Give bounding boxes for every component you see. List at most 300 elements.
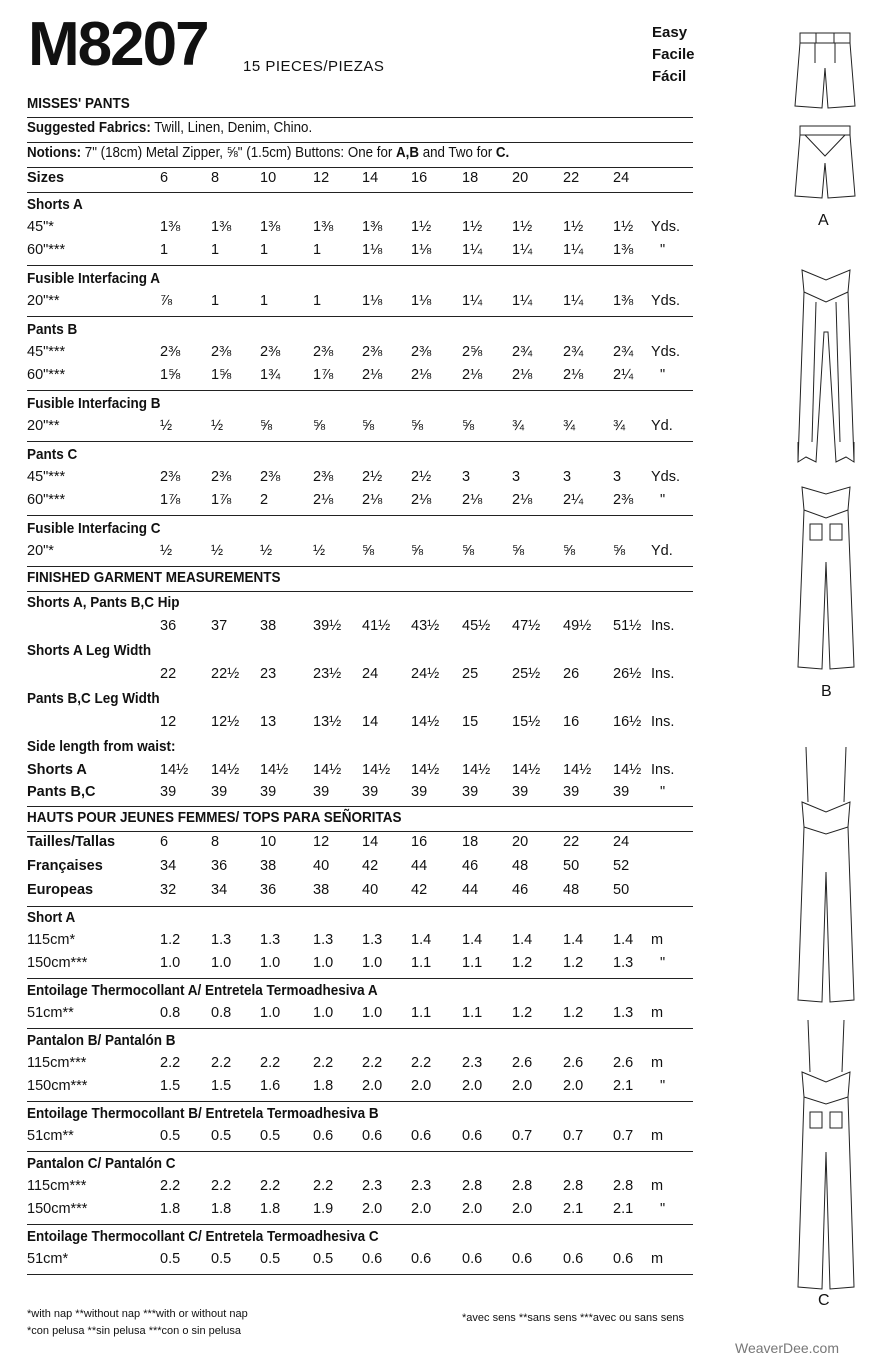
table-cell: 2⅜ bbox=[613, 492, 634, 508]
table-cell: 2.8 bbox=[613, 1178, 634, 1194]
table-cell: 2⅜ bbox=[313, 469, 334, 485]
table-cell: 14½ bbox=[411, 714, 440, 730]
divider bbox=[27, 265, 693, 266]
table-cell: 0.6 bbox=[362, 1251, 383, 1267]
difficulty-fr: Facile bbox=[652, 46, 695, 63]
table-cell: 1.2 bbox=[160, 932, 181, 948]
table-cell: 1⅞ bbox=[160, 492, 181, 508]
table-cell: 16 bbox=[411, 834, 428, 850]
table-cell: 1 bbox=[260, 293, 269, 309]
table-cell: 25½ bbox=[512, 666, 541, 682]
table-cell: 2¾ bbox=[563, 344, 584, 360]
table-cell: 0.5 bbox=[211, 1128, 232, 1144]
table-cell: 2.6 bbox=[512, 1055, 533, 1071]
table-cell: 2⅛ bbox=[512, 367, 533, 383]
divider bbox=[27, 1274, 693, 1275]
table-cell: 2⅛ bbox=[462, 492, 483, 508]
table-cell: 2.0 bbox=[512, 1201, 533, 1217]
pants-b-illustration bbox=[786, 262, 866, 682]
table-cell: 1.1 bbox=[411, 1005, 432, 1021]
table-cell: 2⅛ bbox=[362, 492, 383, 508]
table-row bbox=[0, 882, 700, 904]
row-label: 60"*** bbox=[27, 242, 66, 258]
table-cell: 13 bbox=[260, 714, 277, 730]
row-label: 115cm* bbox=[27, 932, 76, 948]
table-cell: 1⅜ bbox=[613, 293, 634, 309]
table-cell: 2⅝ bbox=[462, 344, 483, 360]
table-cell: 1.5 bbox=[211, 1078, 232, 1094]
table-cell: 14½ bbox=[613, 762, 642, 778]
table-row bbox=[0, 1251, 700, 1273]
unit: m bbox=[651, 1055, 664, 1071]
row-label: 150cm*** bbox=[27, 1078, 88, 1094]
group-title: Shorts A Leg Width bbox=[27, 642, 152, 659]
table-cell: 1.4 bbox=[512, 932, 533, 948]
table-cell: 39 bbox=[411, 784, 428, 800]
row-label: 20"** bbox=[27, 293, 60, 309]
table-cell: 6 bbox=[160, 834, 169, 850]
size-cell: 16 bbox=[411, 170, 428, 186]
pieces-count: 15 PIECES/PIEZAS bbox=[243, 58, 385, 75]
unit: Ins. bbox=[651, 762, 675, 778]
table-cell: 2.6 bbox=[613, 1055, 634, 1071]
row-label: 45"*** bbox=[27, 469, 66, 485]
table-cell: 1.0 bbox=[362, 955, 383, 971]
row-label: 150cm*** bbox=[27, 1201, 88, 1217]
unit: Yd. bbox=[651, 418, 673, 434]
table-cell: 44 bbox=[462, 882, 479, 898]
table-row bbox=[0, 344, 700, 366]
group-title: Pants B bbox=[27, 321, 78, 338]
table-cell: 2.0 bbox=[362, 1201, 383, 1217]
table-cell: 1.9 bbox=[313, 1201, 334, 1217]
unit: Ins. bbox=[651, 618, 675, 634]
table-cell: 14½ bbox=[411, 762, 440, 778]
unit: Yd. bbox=[651, 543, 673, 559]
table-cell: 40 bbox=[362, 882, 379, 898]
table-cell: 2.8 bbox=[512, 1178, 533, 1194]
table-cell: 2.0 bbox=[462, 1078, 483, 1094]
group-title: Fusible Interfacing B bbox=[27, 395, 161, 412]
table-cell: 2.0 bbox=[411, 1201, 432, 1217]
table-row bbox=[0, 543, 700, 565]
table-cell: 2.0 bbox=[362, 1078, 383, 1094]
divider bbox=[27, 806, 693, 807]
divider bbox=[27, 117, 693, 118]
table-cell: 1¼ bbox=[462, 293, 483, 309]
table-cell: 2.3 bbox=[462, 1055, 483, 1071]
table-cell: 1.8 bbox=[260, 1201, 281, 1217]
table-cell: 34 bbox=[211, 882, 228, 898]
table-cell: 2.2 bbox=[411, 1055, 432, 1071]
table-cell: 2 bbox=[260, 492, 269, 508]
table-cell: 2.2 bbox=[313, 1178, 334, 1194]
table-cell: 12½ bbox=[211, 714, 240, 730]
table-cell: 1½ bbox=[462, 219, 483, 235]
table-cell: 1½ bbox=[613, 219, 634, 235]
table-cell: 3 bbox=[613, 469, 622, 485]
table-cell: 2.2 bbox=[260, 1178, 281, 1194]
table-cell: 14½ bbox=[313, 762, 342, 778]
table-cell: 1¼ bbox=[563, 293, 584, 309]
table-cell: 24 bbox=[362, 666, 379, 682]
fabrics-label: Suggested Fabrics: bbox=[27, 120, 151, 136]
table-cell: ⅝ bbox=[411, 418, 424, 434]
notions-ab: A,B bbox=[396, 145, 420, 161]
unit: Yds. bbox=[651, 293, 681, 309]
table-cell: 51½ bbox=[613, 618, 642, 634]
table-row bbox=[0, 762, 700, 784]
table-cell: 39 bbox=[563, 784, 580, 800]
divider bbox=[27, 1151, 693, 1152]
table-cell: 0.6 bbox=[613, 1251, 634, 1267]
sizes-label: Sizes bbox=[27, 170, 65, 186]
unit: " bbox=[660, 1078, 666, 1094]
table-row bbox=[0, 714, 700, 736]
unit: " bbox=[660, 784, 666, 800]
table-cell: 32 bbox=[160, 882, 177, 898]
watermark: WeaverDee.com bbox=[735, 1340, 840, 1356]
footnote-es: *con pelusa **sin pelusa ***con o sin pelusa bbox=[27, 1325, 242, 1337]
table-row bbox=[0, 932, 700, 954]
table-cell: 0.6 bbox=[512, 1251, 533, 1267]
table-cell: 1.3 bbox=[211, 932, 232, 948]
table-cell: 2.2 bbox=[313, 1055, 334, 1071]
table-row bbox=[0, 955, 700, 977]
table-cell: 0.7 bbox=[613, 1128, 634, 1144]
table-cell: 2.6 bbox=[563, 1055, 584, 1071]
unit: " bbox=[660, 242, 666, 258]
table-cell: 1.1 bbox=[462, 1005, 483, 1021]
table-cell: 2½ bbox=[362, 469, 383, 485]
fabrics-value: Twill, Linen, Denim, Chino. bbox=[150, 120, 313, 136]
table-cell: 1⅛ bbox=[362, 293, 383, 309]
fabrics-line bbox=[27, 120, 312, 136]
table-cell: 1⅝ bbox=[211, 367, 232, 383]
unit: " bbox=[660, 1201, 666, 1217]
table-cell: 1 bbox=[260, 242, 269, 258]
table-cell: 42 bbox=[362, 858, 379, 874]
table-row bbox=[0, 1128, 700, 1150]
table-cell: 1.4 bbox=[613, 932, 634, 948]
unit: m bbox=[651, 932, 664, 948]
row-label: Europeas bbox=[27, 882, 94, 898]
table-cell: 0.8 bbox=[211, 1005, 232, 1021]
row-label: 20"** bbox=[27, 418, 60, 434]
table-cell: 0.6 bbox=[462, 1128, 483, 1144]
table-cell: 2⅜ bbox=[260, 469, 281, 485]
divider bbox=[27, 441, 693, 442]
table-cell: 0.6 bbox=[362, 1128, 383, 1144]
table-cell: 49½ bbox=[563, 618, 592, 634]
table-cell: 16 bbox=[563, 714, 580, 730]
section-title: MISSES' PANTS bbox=[27, 95, 130, 112]
table-cell: 18 bbox=[462, 834, 479, 850]
table-cell: 14½ bbox=[211, 762, 240, 778]
shorts-a-illustration bbox=[790, 28, 860, 208]
table-cell: 2.1 bbox=[613, 1201, 634, 1217]
table-cell: ½ bbox=[260, 543, 273, 559]
row-label: 115cm*** bbox=[27, 1055, 87, 1071]
table-cell: 1⅛ bbox=[362, 242, 383, 258]
table-cell: ⅝ bbox=[362, 418, 375, 434]
table-cell: 1.4 bbox=[563, 932, 584, 948]
table-cell: 1¼ bbox=[563, 242, 584, 258]
unit: m bbox=[651, 1005, 664, 1021]
row-label: 45"*** bbox=[27, 344, 66, 360]
table-cell: 12 bbox=[313, 834, 330, 850]
difficulty-es: Fácil bbox=[652, 68, 687, 85]
row-label: 51cm** bbox=[27, 1005, 74, 1021]
table-cell: ⅝ bbox=[462, 543, 475, 559]
divider bbox=[27, 192, 693, 193]
table-cell: 39 bbox=[512, 784, 529, 800]
table-cell: 13½ bbox=[313, 714, 342, 730]
table-cell: 14½ bbox=[260, 762, 289, 778]
table-cell: 2.2 bbox=[260, 1055, 281, 1071]
table-cell: 1.1 bbox=[411, 955, 432, 971]
table-cell: ¾ bbox=[563, 418, 576, 434]
table-cell: ⅝ bbox=[362, 543, 375, 559]
table-cell: 2.3 bbox=[362, 1178, 383, 1194]
table-cell: 20 bbox=[512, 834, 529, 850]
table-cell: 1.0 bbox=[313, 955, 334, 971]
table-cell: 1.2 bbox=[563, 1005, 584, 1021]
difficulty bbox=[652, 22, 695, 88]
table-cell: 1⅜ bbox=[260, 219, 281, 235]
row-label: Tailles/Tallas bbox=[27, 834, 116, 850]
table-cell: 14 bbox=[362, 834, 379, 850]
table-cell: 2⅛ bbox=[362, 367, 383, 383]
table-cell: 1.2 bbox=[512, 955, 533, 971]
divider bbox=[27, 831, 693, 832]
table-cell: ½ bbox=[211, 418, 224, 434]
table-cell: 36 bbox=[260, 882, 277, 898]
table-cell: 39 bbox=[313, 784, 330, 800]
table-cell: 1.3 bbox=[613, 955, 634, 971]
table-cell: 1.4 bbox=[411, 932, 432, 948]
unit: " bbox=[660, 492, 666, 508]
group-title: Entoilage Thermocollant B/ Entretela Termoadhesiva B bbox=[27, 1105, 379, 1122]
table-cell: 24 bbox=[613, 834, 630, 850]
size-cell: 24 bbox=[613, 170, 630, 186]
unit: " bbox=[660, 367, 666, 383]
table-cell: 1.0 bbox=[160, 955, 181, 971]
table-cell: 50 bbox=[563, 858, 580, 874]
table-cell: 2.2 bbox=[160, 1178, 181, 1194]
table-cell: ⅞ bbox=[160, 293, 173, 309]
table-cell: 0.7 bbox=[563, 1128, 584, 1144]
table-row bbox=[0, 469, 700, 491]
table-cell: 0.5 bbox=[160, 1251, 181, 1267]
table-cell: 1½ bbox=[563, 219, 584, 235]
table-cell: 45½ bbox=[462, 618, 491, 634]
table-cell: 2.2 bbox=[211, 1178, 232, 1194]
table-cell: 39 bbox=[462, 784, 479, 800]
table-cell: 2⅛ bbox=[411, 367, 432, 383]
table-cell: 2⅛ bbox=[512, 492, 533, 508]
table-cell: 0.5 bbox=[211, 1251, 232, 1267]
table-cell: 1.0 bbox=[211, 955, 232, 971]
group-title: Pants C bbox=[27, 446, 78, 463]
table-cell: ⅝ bbox=[313, 418, 326, 434]
table-cell: 0.5 bbox=[260, 1128, 281, 1144]
size-cell: 22 bbox=[563, 170, 580, 186]
table-cell: 2⅜ bbox=[362, 344, 383, 360]
table-cell: 2⅜ bbox=[313, 344, 334, 360]
table-cell: 3 bbox=[563, 469, 572, 485]
table-row bbox=[0, 784, 700, 806]
divider bbox=[27, 167, 693, 168]
table-row bbox=[0, 834, 700, 856]
size-cell: 18 bbox=[462, 170, 479, 186]
table-cell: 0.8 bbox=[160, 1005, 181, 1021]
table-cell: 2⅜ bbox=[411, 344, 432, 360]
divider bbox=[27, 515, 693, 516]
table-cell: 1.8 bbox=[313, 1078, 334, 1094]
table-cell: 24½ bbox=[411, 666, 440, 682]
table-row bbox=[0, 242, 700, 264]
table-cell: 14½ bbox=[512, 762, 541, 778]
table-cell: 2.0 bbox=[563, 1078, 584, 1094]
table-cell: 0.6 bbox=[411, 1251, 432, 1267]
table-cell: 3 bbox=[512, 469, 521, 485]
table-cell: 1⅛ bbox=[411, 293, 432, 309]
table-cell: 40 bbox=[313, 858, 330, 874]
group-title: Shorts A bbox=[27, 196, 83, 213]
table-cell: ¾ bbox=[512, 418, 525, 434]
table-cell: 1¼ bbox=[512, 293, 533, 309]
table-cell: 38 bbox=[260, 618, 277, 634]
table-cell: 12 bbox=[160, 714, 177, 730]
group-title: Pants B,C Leg Width bbox=[27, 690, 160, 707]
table-cell: 1.1 bbox=[462, 955, 483, 971]
table-cell: 0.6 bbox=[411, 1128, 432, 1144]
table-row bbox=[0, 1005, 700, 1027]
table-cell: 1⅞ bbox=[313, 367, 334, 383]
table-cell: 1.3 bbox=[313, 932, 334, 948]
divider bbox=[27, 1224, 693, 1225]
notions-text: 7" (18cm) Metal Zipper, ⅝" (1.5cm) Buttons: One for bbox=[81, 145, 397, 161]
table-cell: 41½ bbox=[362, 618, 391, 634]
table-cell: 1.0 bbox=[260, 1005, 281, 1021]
group-title: Fusible Interfacing A bbox=[27, 270, 161, 287]
footnote-en: *with nap **without nap ***with or without nap bbox=[27, 1308, 248, 1320]
table-cell: 36 bbox=[211, 858, 228, 874]
table-cell: 8 bbox=[211, 834, 220, 850]
table-cell: 39 bbox=[613, 784, 630, 800]
table-row bbox=[0, 367, 700, 389]
size-cell: 10 bbox=[260, 170, 277, 186]
table-cell: 50 bbox=[613, 882, 630, 898]
table-cell: 2⅛ bbox=[313, 492, 334, 508]
divider bbox=[27, 316, 693, 317]
group-title: Entoilage Thermocollant C/ Entretela Termoadhesiva C bbox=[27, 1228, 379, 1245]
table-cell: 2.2 bbox=[211, 1055, 232, 1071]
row-label: Françaises bbox=[27, 858, 103, 874]
table-cell: 2½ bbox=[411, 469, 432, 485]
table-cell: 46 bbox=[512, 882, 529, 898]
table-cell: 1⅜ bbox=[211, 219, 232, 235]
table-cell: 0.7 bbox=[512, 1128, 533, 1144]
table-cell: 2.2 bbox=[160, 1055, 181, 1071]
table-cell: 2.0 bbox=[411, 1078, 432, 1094]
table-cell: 1.3 bbox=[362, 932, 383, 948]
size-cell: 8 bbox=[211, 170, 220, 186]
table-cell: 39 bbox=[211, 784, 228, 800]
table-cell: 39½ bbox=[313, 618, 342, 634]
divider bbox=[27, 1028, 693, 1029]
pattern-number: M8207 bbox=[28, 10, 208, 79]
table-row bbox=[0, 666, 700, 688]
table-cell: 0.6 bbox=[563, 1251, 584, 1267]
side-length-title: Side length from waist: bbox=[27, 738, 176, 755]
table-cell: 1 bbox=[160, 242, 169, 258]
table-cell: 2⅜ bbox=[211, 469, 232, 485]
unit: Yds. bbox=[651, 344, 681, 360]
divider bbox=[27, 1101, 693, 1102]
table-cell: ⅝ bbox=[512, 543, 525, 559]
table-cell: ½ bbox=[160, 418, 173, 434]
table-cell: 34 bbox=[160, 858, 177, 874]
table-cell: 42 bbox=[411, 882, 428, 898]
table-row bbox=[0, 1078, 700, 1100]
table-cell: 1.3 bbox=[613, 1005, 634, 1021]
table-cell: 2.8 bbox=[563, 1178, 584, 1194]
table-cell: 1.5 bbox=[160, 1078, 181, 1094]
sizes-row bbox=[0, 170, 700, 192]
table-row bbox=[0, 219, 700, 241]
footnote-fr: *avec sens **sans sens ***avec ou sans sens bbox=[462, 1312, 684, 1324]
difficulty-en: Easy bbox=[652, 24, 688, 41]
table-cell: 14½ bbox=[462, 762, 491, 778]
table-cell: 2.1 bbox=[613, 1078, 634, 1094]
table-row bbox=[0, 858, 700, 880]
table-cell: 1 bbox=[211, 293, 220, 309]
unit: m bbox=[651, 1251, 664, 1267]
table-cell: 1 bbox=[313, 293, 322, 309]
group-title: Fusible Interfacing C bbox=[27, 520, 161, 537]
table-cell: ¾ bbox=[613, 418, 626, 434]
table-cell: 48 bbox=[563, 882, 580, 898]
table-cell: 2.0 bbox=[462, 1201, 483, 1217]
table-cell: 1⅜ bbox=[313, 219, 334, 235]
table-cell: 14 bbox=[362, 714, 379, 730]
table-cell: 47½ bbox=[512, 618, 541, 634]
table-cell: 2.2 bbox=[362, 1055, 383, 1071]
table-row bbox=[0, 293, 700, 315]
table-cell: 0.6 bbox=[462, 1251, 483, 1267]
divider bbox=[27, 978, 693, 979]
table-cell: 2.1 bbox=[563, 1201, 584, 1217]
table-cell: ⅝ bbox=[563, 543, 576, 559]
group-title: Pantalon B/ Pantalón B bbox=[27, 1032, 176, 1049]
table-cell: 2⅜ bbox=[160, 469, 181, 485]
table-cell: 1⅛ bbox=[411, 242, 432, 258]
table-cell: 3 bbox=[462, 469, 471, 485]
row-label: Pants B,C bbox=[27, 784, 96, 800]
table-row bbox=[0, 1178, 700, 1200]
table-cell: 14½ bbox=[160, 762, 189, 778]
table-cell: 1.2 bbox=[512, 1005, 533, 1021]
metric-title: HAUTS POUR JEUNES FEMMES/ TOPS PARA SEÑORITAS bbox=[27, 809, 402, 826]
table-cell: 1.4 bbox=[462, 932, 483, 948]
table-cell: 2⅛ bbox=[411, 492, 432, 508]
view-label-a: A bbox=[818, 212, 829, 229]
table-cell: 2⅛ bbox=[563, 367, 584, 383]
divider bbox=[27, 566, 693, 567]
table-cell: 14½ bbox=[563, 762, 592, 778]
